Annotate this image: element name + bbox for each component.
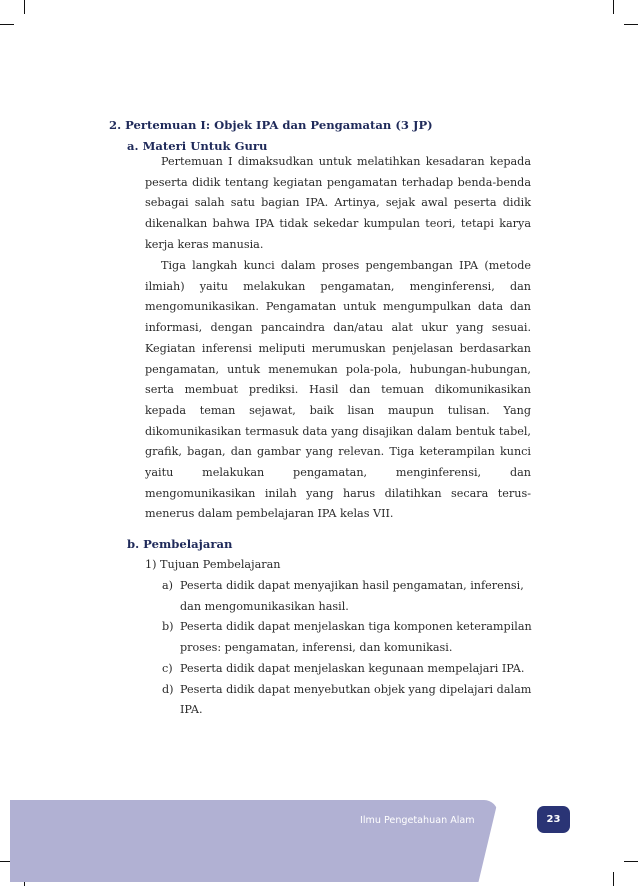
crop-mark bbox=[624, 24, 638, 25]
learning-goals-list bbox=[162, 576, 534, 721]
list-marker: c) bbox=[162, 661, 173, 675]
list-item bbox=[162, 659, 534, 680]
crop-mark bbox=[24, 0, 25, 14]
footer-subject: Ilmu Pengetahuan Alam bbox=[360, 815, 475, 826]
paragraph-metode-ilmiah: Tiga langkah kunci dalam proses pengembangan IPA (metode ilmiah) yaitu melakukan pengamatan, menginferensi, dan mengomunikasikan. Pengamatan untuk mengumpulkan data dan informasi, dengan pancaindra dan/atau alat ukur yang sesuai. Kegiatan inferensi meliputi merumuskan penjelasan berdasarkan pengamatan, untuk menemukan pola-pola, hubungan-hubungan, serta membuat prediksi. Hasil dan temuan dikomunikasikan kepada teman sejawat, baik lisan maupun tulisan. Yang dikomunikasikan termasuk data yang disajikan dalam bentuk tabel, grafik, bagan, dan gambar yang relevan. Tiga keterampilan kunci yaitu melakukan pengamatan, menginferensi, dan mengomunikasikan inilah yang harus dilatihkan secara terus-menerus dalam pembelajaran IPA kelas VII. bbox=[145, 259, 531, 521]
section-heading: 2. Pertemuan I: Objek IPA dan Pengamatan (3 JP) bbox=[109, 118, 433, 132]
crop-mark bbox=[613, 872, 614, 886]
footer-band bbox=[10, 800, 498, 882]
list-item bbox=[162, 680, 534, 721]
list-item-text: Peserta didik dapat menyajikan hasil pengamatan, inferensi, dan mengomunikasikan hasil. bbox=[180, 579, 524, 613]
learning-goals-title: 1) Tujuan Pembelajaran bbox=[145, 558, 281, 571]
crop-mark bbox=[613, 0, 614, 14]
list-item-text: Peserta didik dapat menyebutkan objek yang dipelajari dalam IPA. bbox=[180, 682, 532, 717]
page-number-badge: 23 bbox=[537, 806, 570, 833]
list-item bbox=[162, 576, 534, 617]
crop-mark bbox=[0, 24, 14, 25]
list-item-text: Peserta didik dapat menjelaskan tiga komponen keterampilan proses: pengamatan, inferensi, dan komunikasi. bbox=[180, 620, 532, 655]
list-item-text: Peserta didik dapat menjelaskan kegunaan mempelajari IPA. bbox=[180, 661, 525, 675]
subheading-pembelajaran: b. Pembelajaran bbox=[127, 537, 233, 551]
list-marker: b) bbox=[162, 620, 174, 634]
crop-mark bbox=[624, 861, 638, 862]
subheading-materi: a. Materi Untuk Guru bbox=[127, 139, 268, 153]
list-item bbox=[162, 617, 534, 658]
list-marker: a) bbox=[162, 579, 174, 592]
list-marker: d) bbox=[162, 682, 174, 696]
paragraph-intro: Pertemuan I dimaksudkan untuk melatihkan kesadaran kepada peserta didik tentang kegiatan pengamatan terhadap benda-benda sebagai salah satu bagian IPA. Artinya, sejak awal peserta didik dikenalkan bahwa IPA tidak sekedar kumpulan teori, tetapi karya kerja keras manusia. bbox=[145, 155, 531, 251]
